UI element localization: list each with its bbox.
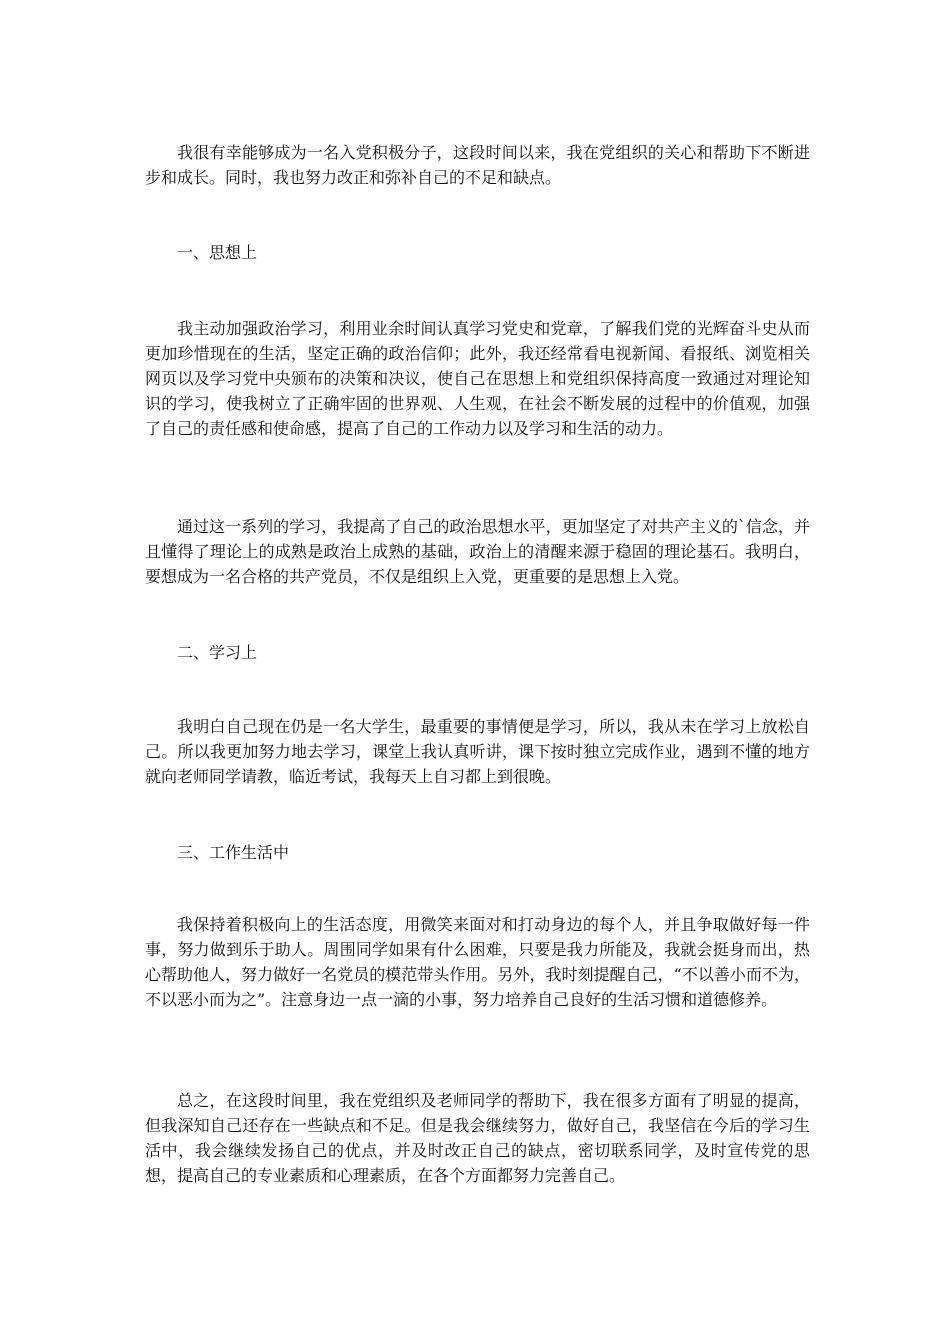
thought-paragraph-1: 我主动加强政治学习，利用业余时间认真学习党史和党章，了解我们党的光辉奋斗史从而更加珍惜现在的生活，坚定正确的政治信仰；此外，我还经常看电视新闻、看报纸、浏览相关网页以及学习党中央颁布的决策和决议，使自己在思想上和党组织保持高度一致通过对理论知识的学习，使我树立了正确牢固的世界观、人生观，在社会不断发展的过程中的价值观，加强了自己的责任感和使命感，提高了自己的工作动力以及学习和生活的动力。 (145, 319, 810, 438)
intro-paragraph: 我很有幸能够成为一名入党积极分子，这段时间以来，我在党组织的关心和帮助下不断进步和成长。同时，我也努力改正和弥补自己的不足和缺点。 (145, 143, 810, 187)
thought-paragraph-2: 通过这一系列的学习，我提高了自己的政治思想水平，更加坚定了对共产主义的`信念，并且懂得了理论上的成熟是政治上成熟的基础，政治上的清醒来源于稳固的理论基石。我明白，要想成为一名合格的共产党员，不仅是组织上入党，更重要的是思想上入党。 (145, 517, 810, 586)
document-page (145, 0, 810, 1344)
section-heading-study: 二、学习上 (177, 643, 258, 662)
conclusion-paragraph: 总之，在这段时间里，我在党组织及老师同学的帮助下，我在很多方面有了明显的提高，但我深知自己还存在一些缺点和不足。但是我会继续努力，做好自己，我坚信在今后的学习生活中，我会继续发扬自己的优点，并及时改正自己的缺点，密切联系同学，及时宣传党的思想，提高自己的专业素质和心理素质，在各个方面都努力完善自己。 (145, 1091, 810, 1185)
section-heading-work-life: 三、工作生活中 (177, 843, 290, 862)
work-life-paragraph: 我保持着积极向上的生活态度，用微笑来面对和打动身边的每个人，并且争取做好每一件事，努力做到乐于助人。周围同学如果有什么困难，只要是我力所能及，我就会挺身而出，热心帮助他人，努力做好一名党员的模范带头作用。另外，我时刻提醒自己，“不以善小而不为，不以恶小而为之”。注意身边一点一滴的小事，努力培养自己良好的生活习惯和道德修养。 (145, 915, 810, 1009)
section-heading-thought: 一、思想上 (177, 243, 258, 262)
study-paragraph: 我明白自己现在仍是一名大学生，最重要的事情便是学习，所以，我从未在学习上放松自己。所以我更加努力地去学习，课堂上我认真听讲，课下按时独立完成作业，遇到不懂的地方就向老师同学请教，临近考试，我每天上自习都上到很晚。 (145, 717, 810, 786)
